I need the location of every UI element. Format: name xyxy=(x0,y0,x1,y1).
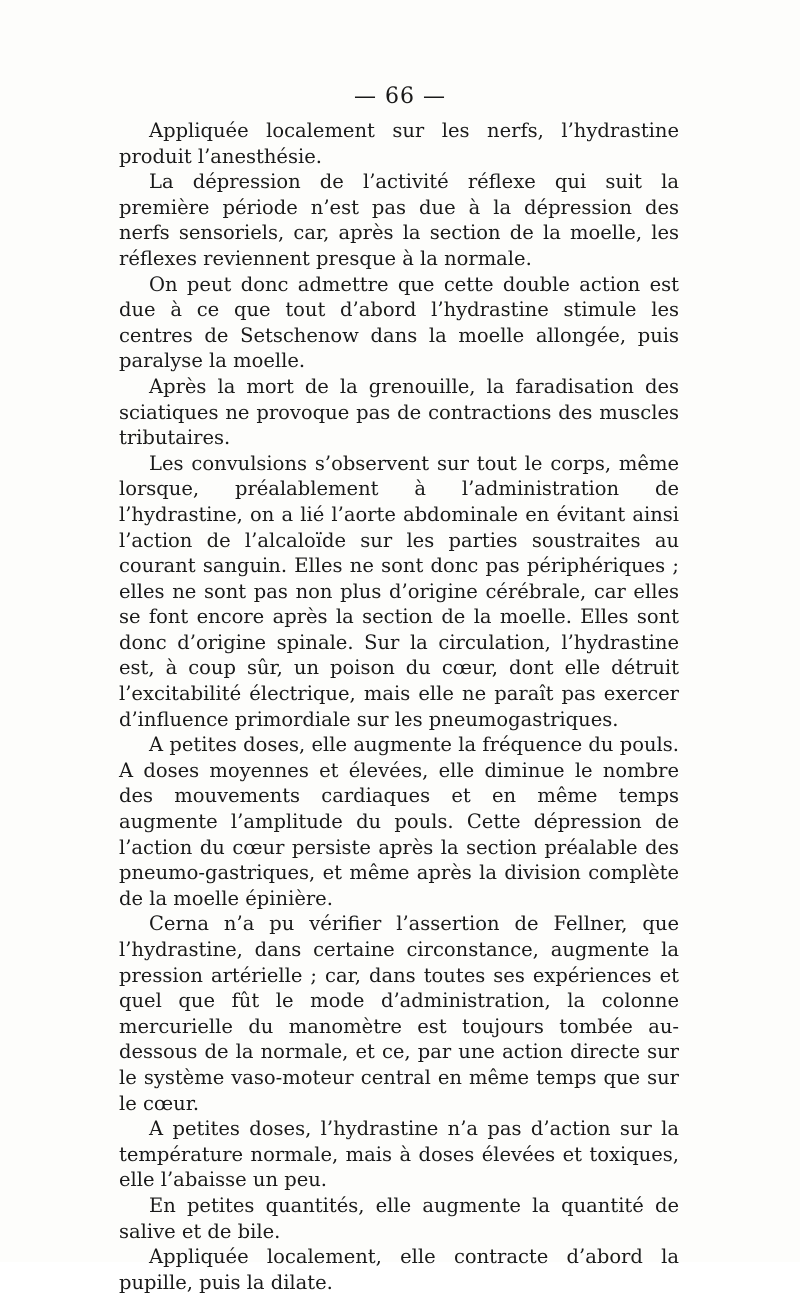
paragraph: En petites quantités, elle augmente la quantité de salive et de bile. xyxy=(119,1193,679,1243)
paragraph: La dépression de l’activité réflexe qui suit la première période n’est pas due à la dépression des nerfs sensoriels, car, après la section de la moelle, les réflexes reviennent presque à la normale. xyxy=(119,170,679,270)
paragraph: A petites doses, elle augmente la fréquence du pouls. A doses moyennes et élevées, elle diminue le nombre des mouvements cardiaques et en même temps augmente l’amplitude du pouls. Cette dépression de l’action du cœur persiste après la section préalable des pneumo-gastriques, et même après la division complète de la moelle épinière. xyxy=(119,733,679,910)
paragraph: Appliquée localement sur les nerfs, l’hydrastine produit l’anesthésie. xyxy=(119,119,679,168)
body-text xyxy=(119,118,679,1295)
paragraph: On peut donc admettre que cette double action est due à ce que tout d’abord l’hydrastine stimule les centres de Setschenow dans la moelle allongée, puis paralyse la moelle. xyxy=(119,272,679,373)
page-number: — 66 — xyxy=(354,84,446,109)
paragraph: Appliquée localement, elle contracte d’abord la pupille, puis la dilate. xyxy=(119,1245,679,1294)
paragraph: Cerna n’a pu vérifier l’assertion de Fellner, que l’hydrastine, dans certaine circonstance, augmente la pression artérielle ; car, dans toutes ses expériences et quel que fût le mode d’administration, la colonne mercurielle du manomètre est toujours tombée au-dessous de la normale, et ce, par une action directe sur le système vaso-moteur central en même temps que sur le cœur. xyxy=(119,912,679,1115)
paragraph: A petites doses, l’hydrastine n’a pas d’action sur la température normale, mais à doses élevées et toxiques, elle l’abaisse un peu. xyxy=(119,1117,679,1192)
paragraph: Les convulsions s’observent sur tout le corps, même lorsque, préalablement à l’administration de l’hydrastine, on a lié l’aorte abdominale en évitant ainsi l’action de l’alcaloïde sur les parties soustraites au courant sanguin. Elles ne sont donc pas périphériques ; elles ne sont pas non plus d’origine cérébrale, car elles se font encore après la section de la moelle. Elles sont donc d’origine spinale. Sur la circulation, l’hydrastine est, à coup sûr, un poison du cœur, dont elle détruit l’excitabilité électrique, mais elle ne paraît pas exercer d’influence primordiale sur les pneumogastriques. xyxy=(119,451,679,731)
paragraph: Après la mort de la grenouille, la faradisation des sciatiques ne provoque pas de contractions des muscles tributaires. xyxy=(119,374,679,450)
